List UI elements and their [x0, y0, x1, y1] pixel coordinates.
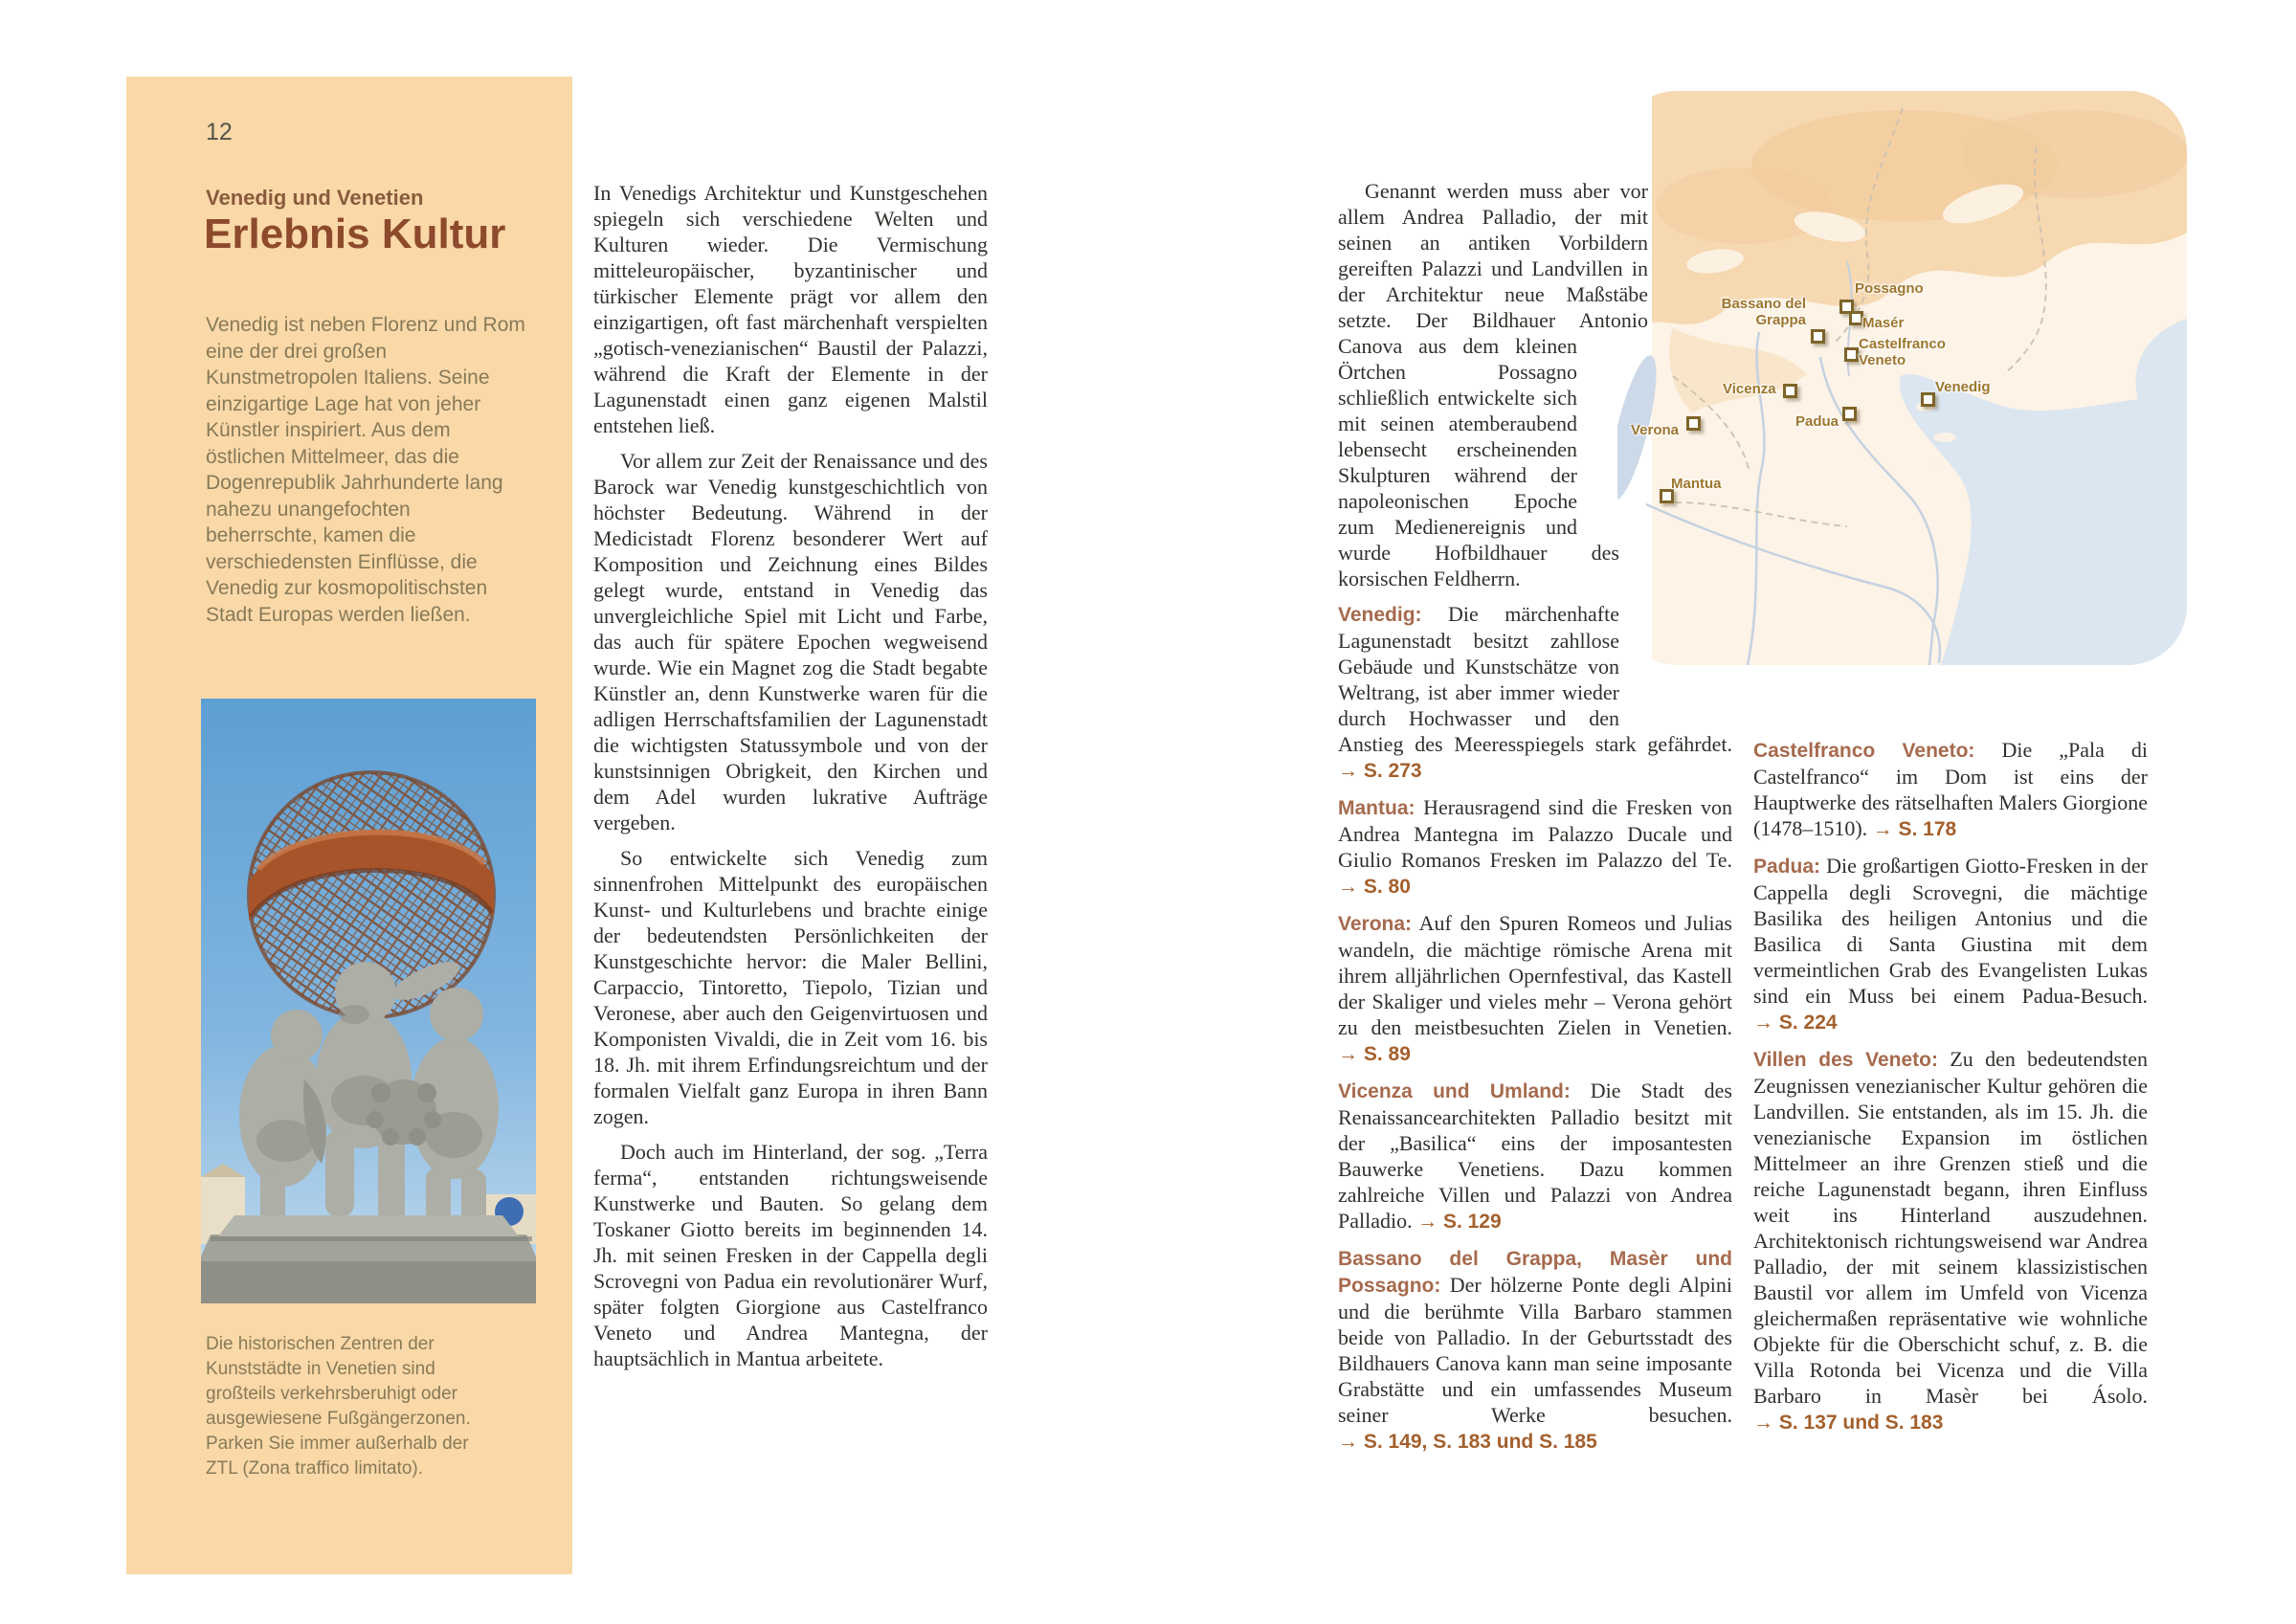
statue-photo-illustration — [201, 699, 536, 1303]
topic-heading: Castelfranco Veneto: — [1753, 740, 1975, 762]
veneto-map — [1617, 91, 2187, 665]
map-label-possagno: Possagno — [1855, 280, 1924, 297]
page-reference-link: → S. 178 — [1872, 818, 1957, 840]
map-marker-padua — [1842, 407, 1857, 421]
topic-paragraph-verona — [1338, 910, 1732, 1067]
paragraph: Doch auch im Hinterland, der sog. „Terra ferma“, entstanden richtungsweisende Kunstwerke und Bauten. So gelang dem Toskaner Giotto bereits im beginnenden 14. Jh. mit seinen Fresken in der Cappella degli Scrovegni von Padua ein revolutionärer Wurf, später folgten Giorgione aus Castelfranco Veneto und Andrea Mantegna, der hauptsächlich in Mantua arbeitete. — [593, 1140, 988, 1370]
topic-paragraph-bassano — [1338, 1245, 1732, 1455]
map-label-castelfranco: Castelfranco Veneto — [1859, 336, 1946, 368]
sidebar-panel — [126, 77, 572, 1574]
map-marker-vicenza — [1783, 384, 1797, 398]
topic-heading: Bassano del Grappa, Masèr und Possagno: — [1338, 1248, 1732, 1297]
paragraph: So entwickelte sich Venedig zum sinnenfrohen Mittelpunkt des europäischen Kunst- und Kulturlebens und brachte einige der bedeutendsten Persönlichkeiten der Kunstgeschichte hervor: die Maler Bellini, Carpaccio, Tintoretto, Tiepolo, Tizian und Veronese, aber auch den Geigenvirtuosen und Komponisten Vivaldi, die in Zeit vom 16. bis 18. Jh. mit ihrem Erfindungsreichtum und der formalen Vielfalt ganz Europa in ihren Bann zogen. — [593, 846, 988, 1128]
topic-paragraph-castelfranco — [1753, 737, 2148, 842]
page-reference-link: → S. 149, S. 183 und S. 185 — [1338, 1431, 1597, 1453]
map-label-vicenza: Vicenza — [1723, 381, 1776, 397]
map-label-padua: Padua — [1795, 413, 1839, 430]
topic-heading: Padua: — [1753, 856, 1821, 878]
main-text-column — [593, 180, 988, 1381]
map-label-maser: Masér — [1862, 315, 1905, 331]
map-label-venedig: Venedig — [1935, 379, 1991, 395]
topic-heading: Mantua: — [1338, 797, 1415, 819]
topic-paragraph-villen — [1753, 1046, 2148, 1435]
map-marker-bassano — [1811, 329, 1825, 344]
topic-text: Die großartigen Giotto-Fresken in der Cappella degli Scrovegni, die mächtige Basilika des heiligen Antonius und die Basilica di Santa Giustina mit dem vermeintlichen Grab des Evangelisten Lukas sind ein Muss bei einem Padua-Besuch. — [1753, 854, 2149, 1008]
map-marker-verona — [1686, 416, 1701, 431]
page-reference-link: → S. 224 — [1753, 1012, 1838, 1034]
map-label-mantua: Mantua — [1671, 476, 1722, 492]
topic-text: Auf den Spuren Romeos und Julias wandeln, die mächtige römische Arena mit ihrem alljährlichen Opernfestival, das Kastell der Skaliger und vieles mehr – Verona gehört zu den meistbesuchten Zielen in Venetien. — [1338, 911, 1732, 1039]
page-title: Erlebnis Kultur — [204, 211, 506, 257]
map-marker-venedig — [1921, 392, 1935, 407]
topic-heading: Verona: — [1338, 913, 1413, 935]
page-reference-link: → S. 80 — [1338, 876, 1411, 898]
sidebar-intro: Venedig ist neben Florenz und Rom eine der drei großen Kunstmetropolen Italiens. Seine einzigartige Lage hat von jeher Künstler inspiriert. Aus dem östlichen Mittelmeer, das die Dogenrepublik Jahrhunderte lang nahezu unangefochten beherrschte, kamen die verschiedensten Einflüsse, die Venedig zur kosmopolitischsten Stadt Europas werden ließen. — [206, 314, 525, 626]
topic-text: Die „Pala di Castelfranco“ im Dom ist eins der Hauptwerke des rätselhaften Malers Giorgione (1478–1510). — [1753, 738, 2148, 840]
page-reference-link: → S. 89 — [1338, 1043, 1411, 1065]
section-kicker: Venedig und Venetien — [206, 186, 424, 210]
topic-text: Herausragend sind die Fresken von Andrea Mantegna im Palazzo Ducale und Giulio Romanos Fresken im Palazzo del Te. — [1338, 795, 1732, 872]
map-label-verona: Verona — [1631, 422, 1680, 438]
page-reference-link: → S. 273 — [1338, 760, 1422, 782]
photo-caption: Die historischen Zentren der Kunststädte in Venetien sind großteils verkehrsberuhigt oder ausgewiesene Fußgängerzonen. Parken Sie immer außerhalb der ZTL (Zona traffico limitato). — [206, 1334, 471, 1479]
map-terrain — [1617, 91, 2187, 665]
topic-paragraph-mantua — [1338, 794, 1732, 900]
right-column-2 — [1753, 737, 2148, 1446]
topic-paragraph-vicenza — [1338, 1078, 1732, 1235]
topic-text: Zu den bedeutendsten Zeugnissen venezianischer Kultur gehören die Landvillen. Sie entstanden, als im 15. Jh. die venezianische Expansion im östlichen Mittelmeer an ihre Grenzen stieß und die reiche Lagunenstadt begann, ihren Einfluss weit ins Hinterland auszudehnen. Architektonisch richtungsweisend war Andrea Palladio, der mit seinem klassizistischen Baustil vor allem im Umfeld von Vicenza gleichermaßen repräsentative wie wohnliche Objekte für die Oberschicht schuf, z. B. die Villa Rotonda bei Vicenza und die Villa Barbaro in Masèr bei Ásolo. — [1753, 1047, 2148, 1408]
page-number: 12 — [206, 119, 233, 145]
topic-heading: Villen des Veneto: — [1753, 1049, 1938, 1071]
topic-heading: Vicenza und Umland: — [1338, 1080, 1571, 1102]
topic-paragraph-padua — [1753, 853, 2148, 1035]
map-marker-castelfranco — [1844, 347, 1859, 362]
paragraph: Genannt werden muss aber vor allem Andrea Palladio, der mit seinen an antiken Vorbildern gereiften Palazzi und Landvillen in der Architektur neue Maßstäbe setzte. Der Bildhauer Antonio Canova aus dem kleinen Örtchen Possagno schließlich entwickelte sich mit seinen atemberaubend lebensecht erscheinenden Skulpturen während der napoleonischen Epoche zum Medienereignis und wurde Hofbildhauer des korsischen Feldherrn. — [1338, 179, 1648, 590]
paragraph: In Venedigs Architektur und Kunstgeschehen spiegeln sich verschiedene Welten und Kulturen wieder. Die Vermischung mitteleuropäischer, byzantinischer und türkischer Elemente prägt vor allem den einzigartigen, oft fast märchenhaft verspielten „gotisch-venezianischen“ Baustil der Palazzi, während die Kraft der Elemente in der Lagunenstadt einen ganz eigenen Malstil entstehen ließ. — [593, 181, 988, 437]
paragraph: Vor allem zur Zeit der Renaissance und des Barock war Venedig kunstgeschichtlich von höchster Bedeutung. Während in der Medicistadt Florenz besonderer Wert auf Komposition und Zeichnung eines Bildes gelegt wurde, entstand in Venedig das unvergleichliche Spiel mit Licht und Farbe, das auch für spätere Epochen wegweisend wurde. Wie ein Magnet zog die Stadt begabte Künstler an, denn Kunstwerke waren für die adligen Herrschaftsfamilien der Lagunenstadt die wichtigsten Statussymbole und von der kunstsinnigen Obrigkeit, den Kirchen und dem Adel wurden lukrative Aufträge vergeben. — [593, 449, 988, 834]
page-reference-link: → S. 129 — [1417, 1211, 1502, 1233]
topic-text: Der hölzerne Ponte degli Alpini und die berühmte Villa Barbaro stammen beide von Palladio. In der Geburtsstadt des Bildhauers Canova kann man seine imposante Grabstätte und ein umfassendes Museum seiner Werke besuchen. — [1338, 1273, 1733, 1427]
topic-text: Die märchenhafte Lagunenstadt besitzt zahllose Gebäude und Kunstschätze von Weltrang, ist aber immer wieder durch Hochwasser und den Anstieg des Meeresspiegels stark gefährdet. — [1338, 602, 1732, 756]
statue-photo — [201, 699, 536, 1303]
topic-text: Die Stadt des Renaissancearchitekten Palladio besitzt mit der „Basilica“ eins der imposantesten Bauwerke Venetiens. Dazu kommen zahlreiche Villen und Palazzi von Andrea Palladio. — [1338, 1079, 1732, 1233]
topic-heading: Venedig: — [1338, 604, 1422, 626]
page-reference-link: → S. 137 und S. 183 — [1753, 1412, 1944, 1434]
map-label-bassano: Bassano del Grappa — [1721, 296, 1806, 328]
map-marker-maser — [1849, 311, 1863, 325]
